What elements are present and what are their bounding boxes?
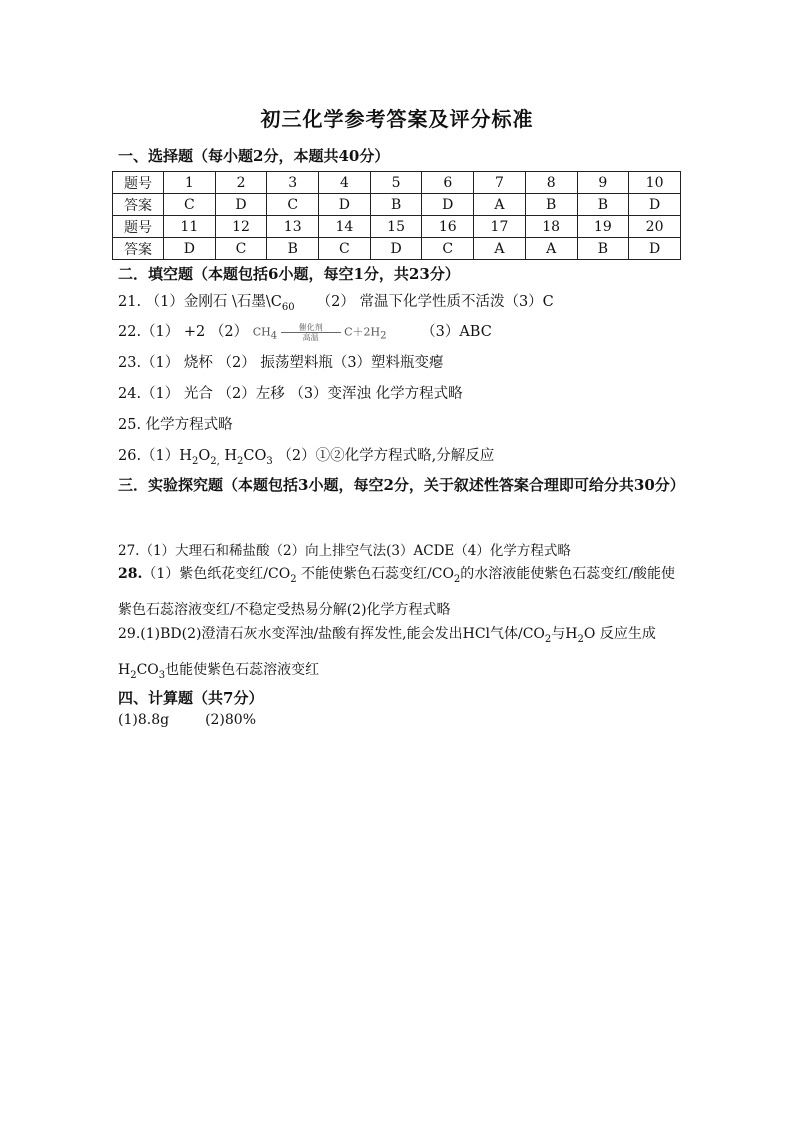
answer-cell: B bbox=[267, 238, 319, 260]
answer-cell: C bbox=[319, 238, 371, 260]
question-number-cell: 16 bbox=[422, 216, 474, 238]
answer-cell: D bbox=[164, 238, 216, 260]
question-number-cell: 11 bbox=[164, 216, 216, 238]
row-label: 题号 bbox=[113, 216, 164, 238]
question-number-cell: 12 bbox=[215, 216, 267, 238]
answer-cell: D bbox=[215, 194, 267, 216]
question-number-cell: 19 bbox=[577, 216, 629, 238]
question-number-cell: 3 bbox=[267, 172, 319, 194]
answer-27: 27.（1）大理石和稀盐酸（2）向上排空气法(3）ACDE（4）化学方程式略 bbox=[118, 543, 571, 559]
question-number-cell: 13 bbox=[267, 216, 319, 238]
answer-cell: A bbox=[525, 238, 577, 260]
question-number-cell: 5 bbox=[370, 172, 422, 194]
section-1-heading: 一、选择题（每小题2分，本题共40分） bbox=[118, 147, 390, 165]
answer-table bbox=[112, 171, 681, 260]
question-number-cell: 8 bbox=[525, 172, 577, 194]
question-number-cell: 7 bbox=[474, 172, 526, 194]
answer-cell: A bbox=[474, 194, 526, 216]
question-number-cell: 4 bbox=[319, 172, 371, 194]
answer-cell: D bbox=[422, 194, 474, 216]
answer-cell: C bbox=[422, 238, 474, 260]
answer-cell: D bbox=[629, 194, 681, 216]
question-number-cell: 6 bbox=[422, 172, 474, 194]
question-number-cell: 18 bbox=[525, 216, 577, 238]
question-number-cell: 10 bbox=[629, 172, 681, 194]
answer-24: 24.（1） 光合 （2）左移 （3）变浑浊 化学方程式略 bbox=[118, 386, 463, 402]
answer-29: 29.(1)BD(2)澄清石灰水变浑浊/盐酸有挥发性,能会发出HCl气体$/CO_2$与$H_2O$ 反应生成$H_2CO_3$也能使紫色石蕊溶液变红 bbox=[118, 626, 656, 681]
answer-calc: (1)8.8g (2)80% bbox=[118, 712, 257, 728]
question-number-cell: 1 bbox=[164, 172, 216, 194]
answer-21: 21. （1）金刚石 \石墨$\backslash C_{60}$ （2） 常温下化学性质不活泼（3）C bbox=[118, 294, 554, 313]
question-number-cell: 14 bbox=[319, 216, 371, 238]
section-4-heading: 四、计算题（共7分） bbox=[118, 689, 264, 707]
row-label: 答案 bbox=[113, 194, 164, 216]
answer-row bbox=[113, 238, 681, 260]
answer-23: 23.（1） 烧杯 （2） 振荡塑料瓶（3）塑料瓶变瘪 bbox=[118, 355, 444, 371]
section-3-heading: 三．实验探究题（本题包括3小题，每空2分，关于叙述性答案合理即可给分共30分） bbox=[118, 476, 685, 494]
question-number-cell: 15 bbox=[370, 216, 422, 238]
page-title: 初三化学参考答案及评分标准 bbox=[260, 107, 534, 131]
answer-cell: B bbox=[577, 194, 629, 216]
question-number-cell: 2 bbox=[215, 172, 267, 194]
row-label: 答案 bbox=[113, 238, 164, 260]
answer-22: 22.（1） +2 （2） $CH_4$ 催化剂 高温 $C+2H_2$ （3）ABC bbox=[118, 322, 492, 342]
answer-cell: D bbox=[370, 238, 422, 260]
answer-cell: B bbox=[577, 238, 629, 260]
answer-26: $26.(1)H_2O_{2,}$ $H_2CO_3$ （2）①②化学方程式略,分解反应 bbox=[118, 448, 495, 467]
answer-cell: C bbox=[215, 238, 267, 260]
answer-25: 25. 化学方程式略 bbox=[118, 417, 233, 433]
question-number-cell: 17 bbox=[474, 216, 526, 238]
chemical-equation: $CH_4$ 催化剂 高温 $C+2H_2$ bbox=[252, 322, 387, 342]
answer-cell: B bbox=[370, 194, 422, 216]
answer-cell: D bbox=[319, 194, 371, 216]
question-number-row bbox=[113, 172, 681, 194]
answer-cell: C bbox=[164, 194, 216, 216]
answer-28: 28.（1）紫色纸花变红$/CO_2$ 不能使紫色石蕊变红$/CO_2$的水溶液能使紫色石蕊变红/酸能使紫色石蕊溶液变红/不稳定受热易分解(2)化学方程式略 bbox=[118, 566, 676, 618]
question-number-cell: 9 bbox=[577, 172, 629, 194]
answer-cell: C bbox=[267, 194, 319, 216]
question-number-cell: 20 bbox=[629, 216, 681, 238]
row-label: 题号 bbox=[113, 172, 164, 194]
answer-cell: D bbox=[629, 238, 681, 260]
answer-cell: B bbox=[525, 194, 577, 216]
section-2-heading: 二．填空题（本题包括6小题，每空1分，共23分） bbox=[118, 265, 460, 283]
answer-cell: A bbox=[474, 238, 526, 260]
question-number-row bbox=[113, 216, 681, 238]
answer-row bbox=[113, 194, 681, 216]
